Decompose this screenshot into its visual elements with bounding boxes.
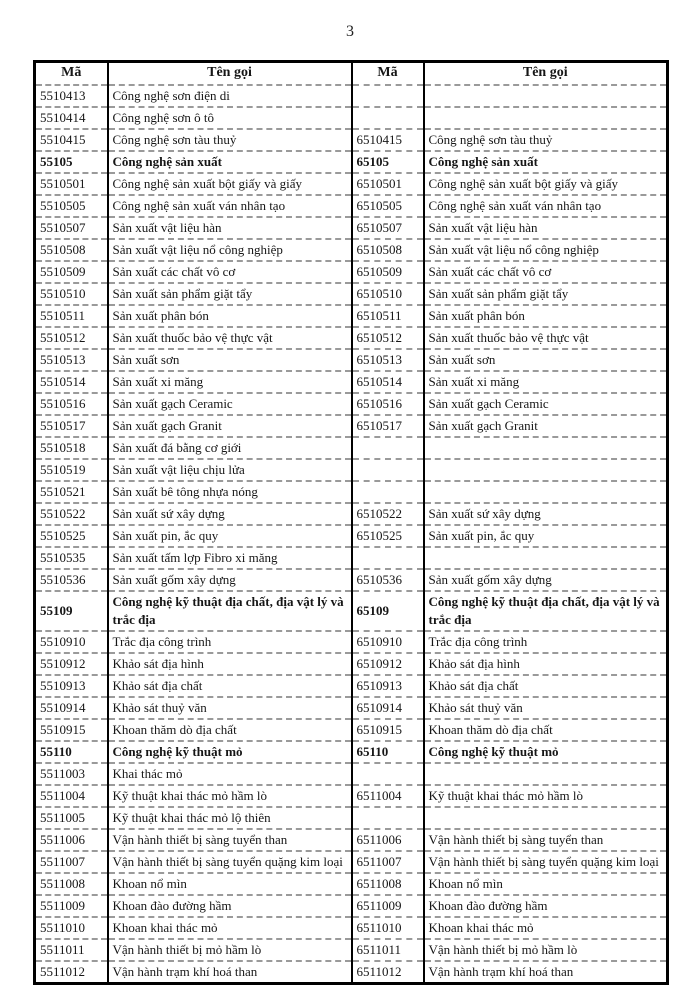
code-cell-left: 5511012 [35,961,108,984]
code-cell-right: 6511010 [352,917,424,939]
code-cell-right: 6510514 [352,371,424,393]
code-cell-left: 5510501 [35,173,108,195]
table-row [35,305,668,327]
code-cell-left: 5511004 [35,785,108,807]
code-cell-left: 5511006 [35,829,108,851]
code-cell-left: 5511011 [35,939,108,961]
code-cell-left: 5510915 [35,719,108,741]
code-cell-left: 5510522 [35,503,108,525]
name-cell-left: Công nghệ sơn điện di [108,85,352,107]
code-cell-right: 6510513 [352,349,424,371]
code-cell-right: 6510536 [352,569,424,591]
table-row [35,459,668,481]
table-row [35,195,668,217]
table-row [35,741,668,763]
name-cell-left: Sản xuất bê tông nhựa nóng [108,481,352,503]
table-row [35,675,668,697]
code-cell-left: 5510508 [35,239,108,261]
code-cell-left: 5510910 [35,631,108,653]
code-cell-right: 6510517 [352,415,424,437]
table-row [35,829,668,851]
code-cell-left: 5510514 [35,371,108,393]
name-cell-right: Công nghệ kỹ thuật địa chất, địa vật lý và trắc địa [424,591,668,631]
code-cell-left: 5510415 [35,129,108,151]
name-cell-left: Công nghệ sơn ô tô [108,107,352,129]
name-cell-right: Sản xuất phân bón [424,305,668,327]
table-row [35,173,668,195]
name-cell-right: Sản xuất các chất vô cơ [424,261,668,283]
name-cell-left: Vận hành thiết bị sàng tuyển quặng kim loại [108,851,352,873]
name-cell-right: Công nghệ kỹ thuật mỏ [424,741,668,763]
name-cell-right [424,481,668,503]
table-row [35,107,668,129]
name-cell-right: Khảo sát thuỷ văn [424,697,668,719]
code-cell-right: 6511009 [352,895,424,917]
code-cell-right: 6511008 [352,873,424,895]
table-row [35,129,668,151]
name-cell-right: Sản xuất gạch Granit [424,415,668,437]
name-cell-right: Vận hành thiết bị sàng tuyển than [424,829,668,851]
table-row [35,961,668,984]
name-cell-right: Vận hành trạm khí hoá than [424,961,668,984]
name-cell-right: Khoan đào đường hầm [424,895,668,917]
name-cell-right: Khảo sát địa chất [424,675,668,697]
table-row [35,569,668,591]
name-cell-right: Công nghệ sơn tàu thuỷ [424,129,668,151]
code-cell-right [352,107,424,129]
name-cell-left: Khai thác mỏ [108,763,352,785]
code-cell-right [352,547,424,569]
table-row [35,917,668,939]
name-cell-left: Công nghệ kỹ thuật địa chất, địa vật lý và trắc địa [108,591,352,631]
code-cell-left: 5511009 [35,895,108,917]
name-cell-right: Kỹ thuật khai thác mỏ hầm lò [424,785,668,807]
name-cell-right: Sản xuất pin, ắc quy [424,525,668,547]
name-cell-left: Khảo sát địa chất [108,675,352,697]
name-cell-left: Sản xuất vật liệu hàn [108,217,352,239]
code-cell-right: 6510507 [352,217,424,239]
name-cell-left: Khoan đào đường hầm [108,895,352,917]
code-cell-left: 5510912 [35,653,108,675]
name-cell-left: Sản xuất sứ xây dựng [108,503,352,525]
name-cell-left: Khảo sát địa hình [108,653,352,675]
code-cell-right: 6510512 [352,327,424,349]
table-row [35,547,668,569]
code-cell-left: 5510414 [35,107,108,129]
name-cell-left: Sản xuất tấm lợp Fibro xi măng [108,547,352,569]
code-cell-left: 5510519 [35,459,108,481]
code-cell-right [352,459,424,481]
name-cell-left: Sản xuất đá bằng cơ giới [108,437,352,459]
name-cell-left: Sản xuất xi măng [108,371,352,393]
name-cell-right [424,459,668,481]
name-cell-left: Sản xuất vật liệu nổ công nghiệp [108,239,352,261]
table-row [35,895,668,917]
code-cell-right: 65109 [352,591,424,631]
name-cell-left: Khoan khai thác mỏ [108,917,352,939]
code-cell-left: 55105 [35,151,108,173]
name-cell-left: Công nghệ sản xuất ván nhân tạo [108,195,352,217]
table-row [35,415,668,437]
name-cell-right [424,107,668,129]
table-row [35,261,668,283]
table-row [35,719,668,741]
code-cell-left: 5510513 [35,349,108,371]
name-cell-left: Công nghệ sản xuất [108,151,352,173]
table-row [35,283,668,305]
table-row [35,349,668,371]
name-cell-right: Công nghệ sản xuất bột giấy và giấy [424,173,668,195]
code-cell-left: 5510913 [35,675,108,697]
code-cell-right: 6511006 [352,829,424,851]
code-cell-right: 6510510 [352,283,424,305]
name-cell-left: Sản xuất pin, ắc quy [108,525,352,547]
code-cell-right: 6511012 [352,961,424,984]
name-cell-right [424,763,668,785]
code-cell-left: 5510914 [35,697,108,719]
name-cell-right: Vận hành thiết bị mỏ hầm lò [424,939,668,961]
name-cell-left: Sản xuất gạch Granit [108,415,352,437]
code-cell-left: 5511005 [35,807,108,829]
name-cell-left: Sản xuất phân bón [108,305,352,327]
name-cell-right [424,85,668,107]
code-cell-left: 55109 [35,591,108,631]
code-cell-left: 5511003 [35,763,108,785]
name-cell-left: Sản xuất thuốc bảo vệ thực vật [108,327,352,349]
code-cell-left: 5510516 [35,393,108,415]
code-cell-left: 5510413 [35,85,108,107]
name-cell-right: Công nghệ sản xuất [424,151,668,173]
table-body [35,85,668,984]
code-cell-right: 6510511 [352,305,424,327]
name-cell-right: Sản xuất sứ xây dựng [424,503,668,525]
name-cell-left: Sản xuất các chất vô cơ [108,261,352,283]
name-cell-right: Khoan thăm dò địa chất [424,719,668,741]
name-cell-right: Sản xuất vật liệu nổ công nghiệp [424,239,668,261]
header-cell-name-right: Tên gọi [424,62,668,85]
code-cell-right [352,481,424,503]
name-cell-right [424,547,668,569]
table-row [35,851,668,873]
code-cell-right: 6510915 [352,719,424,741]
table-row [35,85,668,107]
table-header [35,62,668,85]
code-cell-right: 6510913 [352,675,424,697]
code-cell-right: 6511004 [352,785,424,807]
table-row [35,763,668,785]
code-cell-left: 5510510 [35,283,108,305]
code-cell-right [352,807,424,829]
code-cell-right: 6510522 [352,503,424,525]
name-cell-left: Kỹ thuật khai thác mỏ hầm lò [108,785,352,807]
code-cell-left: 5510521 [35,481,108,503]
name-cell-right: Sản xuất gạch Ceramic [424,393,668,415]
table-row [35,437,668,459]
name-cell-right: Trắc địa công trình [424,631,668,653]
header-cell-code-left: Mã [35,62,108,85]
code-cell-left: 5510512 [35,327,108,349]
code-cell-left: 5510507 [35,217,108,239]
name-cell-right: Khoan khai thác mỏ [424,917,668,939]
name-cell-right: Sản xuất sản phẩm giặt tẩy [424,283,668,305]
code-cell-left: 5511008 [35,873,108,895]
table-row [35,393,668,415]
name-cell-left: Sản xuất gạch Ceramic [108,393,352,415]
name-cell-right: Vận hành thiết bị sàng tuyển quặng kim loại [424,851,668,873]
code-cell-right: 6510415 [352,129,424,151]
name-cell-left: Khoan thăm dò địa chất [108,719,352,741]
name-cell-left: Công nghệ sơn tàu thuỷ [108,129,352,151]
table-row [35,631,668,653]
table-row [35,525,668,547]
name-cell-left: Công nghệ sản xuất bột giấy và giấy [108,173,352,195]
header-cell-code-right: Mã [352,62,424,85]
code-cell-right [352,763,424,785]
name-cell-left: Sản xuất vật liệu chịu lửa [108,459,352,481]
name-cell-right: Công nghệ sản xuất ván nhân tạo [424,195,668,217]
table-row [35,807,668,829]
code-cell-left: 5510511 [35,305,108,327]
name-cell-left: Công nghệ kỹ thuật mỏ [108,741,352,763]
table-row [35,939,668,961]
code-cell-left: 5510509 [35,261,108,283]
code-cell-right: 6510501 [352,173,424,195]
name-cell-right [424,437,668,459]
name-cell-right: Khảo sát địa hình [424,653,668,675]
name-cell-left: Trắc địa công trình [108,631,352,653]
table-row [35,653,668,675]
name-cell-left: Sản xuất sản phẩm giặt tẩy [108,283,352,305]
name-cell-right: Sản xuất gốm xây dựng [424,569,668,591]
code-cell-right: 6510505 [352,195,424,217]
code-cell-left: 5510517 [35,415,108,437]
table-row [35,217,668,239]
name-cell-left: Sản xuất gốm xây dựng [108,569,352,591]
table-row [35,697,668,719]
code-cell-right: 65110 [352,741,424,763]
table-row [35,873,668,895]
code-cell-left: 5511007 [35,851,108,873]
code-cell-right: 6510910 [352,631,424,653]
code-cell-left: 5510535 [35,547,108,569]
name-cell-left: Kỹ thuật khai thác mỏ lộ thiên [108,807,352,829]
table-row [35,239,668,261]
table-row [35,371,668,393]
code-cell-left: 5510518 [35,437,108,459]
code-cell-right: 6510508 [352,239,424,261]
code-cell-right: 6511007 [352,851,424,873]
table-row [35,151,668,173]
name-cell-left: Khảo sát thuỷ văn [108,697,352,719]
code-cell-right: 6510914 [352,697,424,719]
code-cell-right [352,85,424,107]
table-row [35,327,668,349]
name-cell-left: Vận hành trạm khí hoá than [108,961,352,984]
code-cell-left: 5511010 [35,917,108,939]
code-cell-right: 6510509 [352,261,424,283]
code-cell-left: 5510525 [35,525,108,547]
name-cell-right: Sản xuất vật liệu hàn [424,217,668,239]
table-row [35,503,668,525]
page-number: 3 [346,23,354,40]
code-cell-right: 65105 [352,151,424,173]
name-cell-right: Sản xuất thuốc bảo vệ thực vật [424,327,668,349]
table-row [35,481,668,503]
code-cell-left: 5510505 [35,195,108,217]
code-cell-left: 5510536 [35,569,108,591]
header-row [35,62,668,85]
name-cell-right [424,807,668,829]
name-cell-left: Sản xuất sơn [108,349,352,371]
name-cell-right: Khoan nổ mìn [424,873,668,895]
code-cell-right: 6510525 [352,525,424,547]
code-cell-right: 6510912 [352,653,424,675]
code-cell-right: 6510516 [352,393,424,415]
name-cell-left: Vận hành thiết bị sàng tuyển than [108,829,352,851]
name-cell-left: Vận hành thiết bị mỏ hầm lò [108,939,352,961]
header-cell-name-left: Tên gọi [108,62,352,85]
code-cell-left: 55110 [35,741,108,763]
table-row [35,785,668,807]
table-row [35,591,668,631]
code-cell-right [352,437,424,459]
name-cell-right: Sản xuất sơn [424,349,668,371]
name-cell-right: Sản xuất xi măng [424,371,668,393]
code-cell-right: 6511011 [352,939,424,961]
name-cell-left: Khoan nổ mìn [108,873,352,895]
code-table [33,60,669,985]
